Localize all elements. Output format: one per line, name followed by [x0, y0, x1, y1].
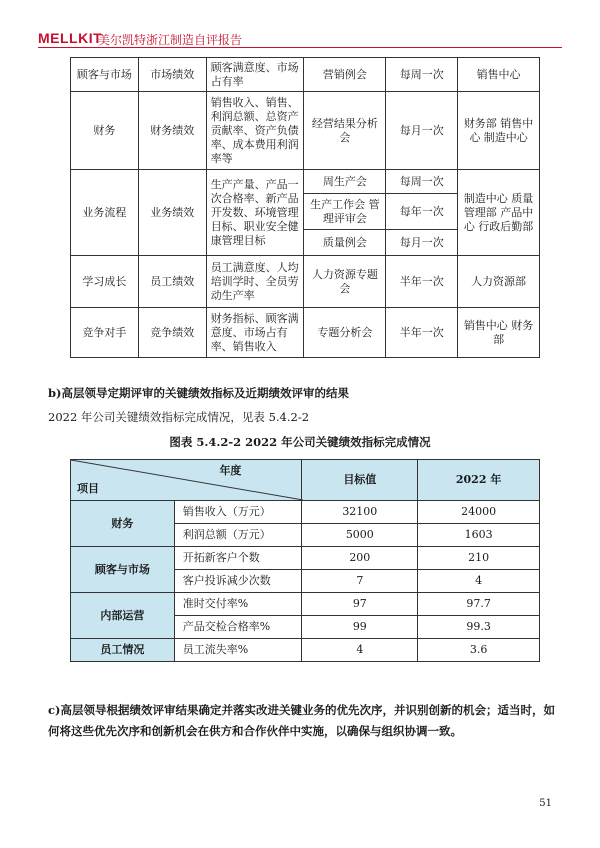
table-cell: 竞争绩效	[138, 308, 206, 358]
performance-review-table	[70, 57, 540, 358]
value-cell: 3.6	[418, 639, 540, 662]
kpi-completion-table	[70, 459, 540, 662]
table-cell: 顾客与市场	[71, 58, 139, 92]
table-row	[71, 170, 540, 194]
table-row	[71, 308, 540, 358]
table-cell: 营销例会	[304, 58, 386, 92]
table-cell: 销售中心 财务部	[458, 308, 540, 358]
value-cell: 99	[302, 616, 418, 639]
table-cell: 每周一次	[386, 170, 458, 194]
page-number: 51	[539, 798, 552, 809]
table-cell: 生产产量、产品一次合格率、新产品开发数、环境管理目标、职业安全健康管理目标	[206, 170, 304, 256]
table-cell: 财务绩效	[138, 92, 206, 170]
page-header	[38, 30, 562, 46]
value-cell: 97.7	[418, 593, 540, 616]
column-header-year: 2022 年	[418, 460, 540, 501]
value-cell: 99.3	[418, 616, 540, 639]
table-row	[71, 639, 540, 662]
category-cell: 内部运营	[71, 593, 175, 639]
brand-logo: MELLKIT	[38, 30, 103, 46]
table-cell: 财务	[71, 92, 139, 170]
table-cell: 销售收入、销售、利润总额、总资产贡献率、资产负债率、成本费用利润率等	[206, 92, 304, 170]
table-cell: 员工满意度、人均培训学时、全员劳动生产率	[206, 256, 304, 308]
item-cell: 开拓新客户个数	[174, 547, 302, 570]
table-cell: 质量例会	[304, 230, 386, 256]
header-divider	[38, 47, 562, 48]
item-cell: 利润总额（万元）	[174, 524, 302, 547]
item-cell: 客户投诉减少次数	[174, 570, 302, 593]
table-cell: 财务部 销售中心 制造中心	[458, 92, 540, 170]
value-cell: 7	[302, 570, 418, 593]
table-cell: 学习成长	[71, 256, 139, 308]
section-b-heading: b)高层领导定期评审的关键绩效指标及近期绩效评审的结果	[48, 386, 349, 400]
header-year-label: 年度	[219, 464, 242, 477]
table-cell: 生产工作会 管理评审会	[304, 194, 386, 230]
table-cell: 半年一次	[386, 256, 458, 308]
section-b-intro: 2022 年公司关键绩效指标完成情况，见表 5.4.2-2	[48, 410, 310, 424]
category-cell: 员工情况	[71, 639, 175, 662]
table-cell: 每年一次	[386, 194, 458, 230]
value-cell: 4	[418, 570, 540, 593]
item-cell: 员工流失率%	[174, 639, 302, 662]
value-cell: 5000	[302, 524, 418, 547]
value-cell: 32100	[302, 501, 418, 524]
table-cell: 员工绩效	[138, 256, 206, 308]
table-cell: 人力资源部	[458, 256, 540, 308]
table-cell: 竞争对手	[71, 308, 139, 358]
table-cell: 业务绩效	[138, 170, 206, 256]
table-cell: 每月一次	[386, 92, 458, 170]
value-cell: 200	[302, 547, 418, 570]
table-cell: 周生产会	[304, 170, 386, 194]
section-c-text: c)高层领导根据绩效评审结果确定并落实改进关键业务的优先次序，并识别创新的机会；适当时，如何将这些优先次序和创新机会在供方和合作伙伴中实施，以确保与组织协调一致。	[48, 703, 555, 738]
diagonal-header-cell	[71, 460, 302, 501]
table-cell: 财务指标、顾客满意度、市场占有率、销售收入	[206, 308, 304, 358]
item-cell: 销售收入（万元）	[174, 501, 302, 524]
table-cell: 市场绩效	[138, 58, 206, 92]
diagonal-line	[71, 460, 303, 500]
table-cell: 半年一次	[386, 308, 458, 358]
value-cell: 97	[302, 593, 418, 616]
table-row	[71, 92, 540, 170]
table-cell: 业务流程	[71, 170, 139, 256]
value-cell: 1603	[418, 524, 540, 547]
header-title: 美尔凯特浙江制造自评报告	[98, 33, 243, 47]
table-cell: 每周一次	[386, 58, 458, 92]
table-cell: 经营结果分析会	[304, 92, 386, 170]
table-cell: 专题分析会	[304, 308, 386, 358]
category-cell: 财务	[71, 501, 175, 547]
value-cell: 24000	[418, 501, 540, 524]
table-row	[71, 58, 540, 92]
category-cell: 顾客与市场	[71, 547, 175, 593]
table-cell: 人力资源专题会	[304, 256, 386, 308]
table-caption: 图表 5.4.2-2 2022 年公司关键绩效指标完成情况	[169, 435, 431, 449]
table-header-row	[71, 460, 540, 501]
value-cell: 4	[302, 639, 418, 662]
table-cell: 销售中心	[458, 58, 540, 92]
header-item-label: 项目	[77, 482, 99, 495]
value-cell: 210	[418, 547, 540, 570]
table-row	[71, 593, 540, 616]
column-header-target: 目标值	[302, 460, 418, 501]
table-cell: 顾客满意度、市场占有率	[206, 58, 304, 92]
table-row	[71, 256, 540, 308]
table-cell: 制造中心 质量管理部 产品中心 行政后勤部	[458, 170, 540, 256]
table-row	[71, 501, 540, 524]
table-cell: 每月一次	[386, 230, 458, 256]
item-cell: 产品交检合格率%	[174, 616, 302, 639]
item-cell: 准时交付率%	[174, 593, 302, 616]
table-row	[71, 547, 540, 570]
